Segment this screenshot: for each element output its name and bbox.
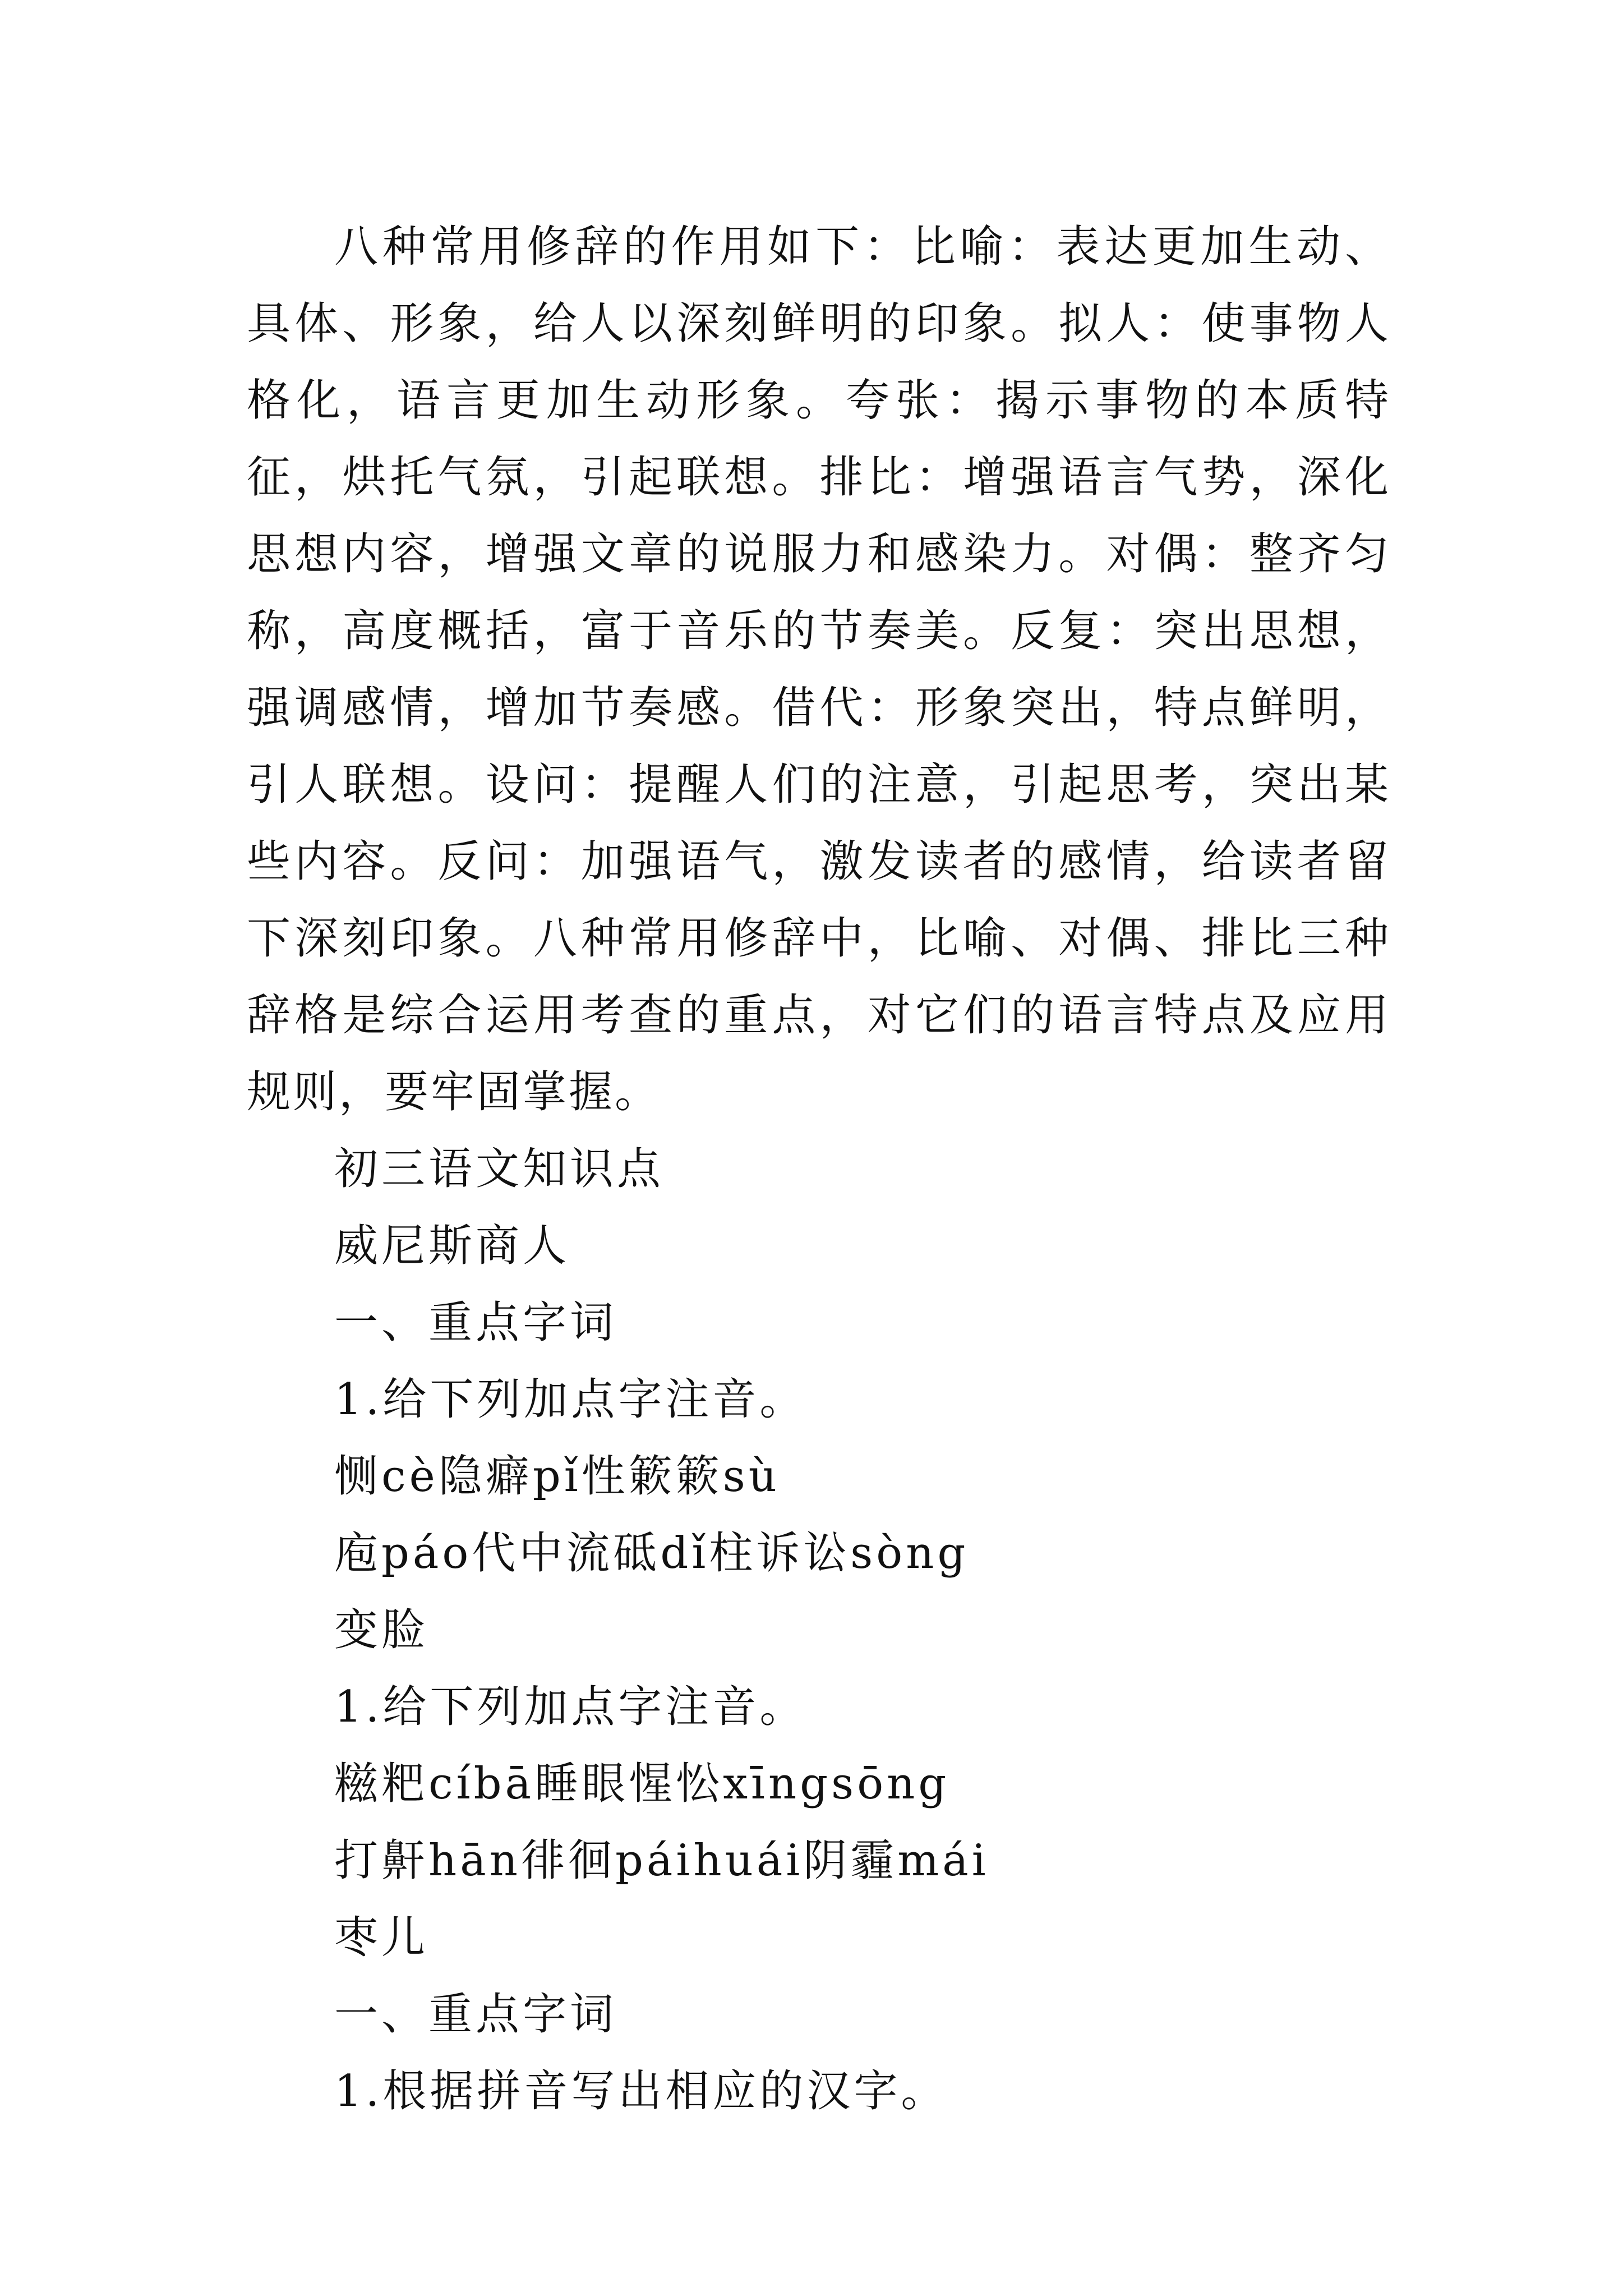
section-title: 初三语文知识点: [334, 1144, 665, 1194]
vocab-line: 恻cè隐癖pǐ性簌簌sù: [334, 1451, 780, 1502]
subheading-key-words: 一、重点字词: [334, 1989, 617, 2040]
exercise-instruction: 1.根据拼音写出相应的汉字。: [334, 2066, 948, 2116]
subheading-key-words: 一、重点字词: [334, 1297, 617, 1348]
lesson-title-face-change: 变脸: [334, 1605, 429, 1655]
document-page: [247, 209, 1391, 2130]
lesson-title-jujube: 枣儿: [334, 1912, 429, 1963]
rhetoric-paragraph: 八种常用修辞的作用如下：比喻：表达更加生动、具体、形象，给人以深刻鲜明的印象。拟人：使事物人格化，语言更加生动形象。夸张：揭示事物的本质特征，烘托气氛，引起联想。排比：增强语言气势，深化思想内容，增强文章的说服力和感染力。对偶：整齐匀称，高度概括，富于音乐的节奏美。反复：突出思想，强调感情，增加节奏感。借代：形象突出，特点鲜明，引人联想。设问：提醒人们的注意，引起思考，突出某些内容。反问：加强语气，激发读者的感情，给读者留下深刻印象。八种常用修辞中，比喻、对偶、排比三种辞格是综合运用考查的重点，对它们的语言特点及应用规则，要牢固掌握。: [247, 222, 1391, 1117]
exercise-instruction: 1.给下列加点字注音。: [334, 1374, 807, 1425]
vocab-line: 庖páo代中流砥dǐ柱诉讼sòng: [334, 1528, 969, 1579]
vocab-line: 糍粑cíbā睡眼惺忪xīngsōng: [334, 1759, 950, 1809]
lesson-title-venice-merchant: 威尼斯商人: [334, 1221, 570, 1271]
vocab-line: 打鼾hān徘徊páihuái阴霾mái: [334, 1835, 989, 1886]
exercise-instruction: 1.给下列加点字注音。: [334, 1682, 807, 1732]
